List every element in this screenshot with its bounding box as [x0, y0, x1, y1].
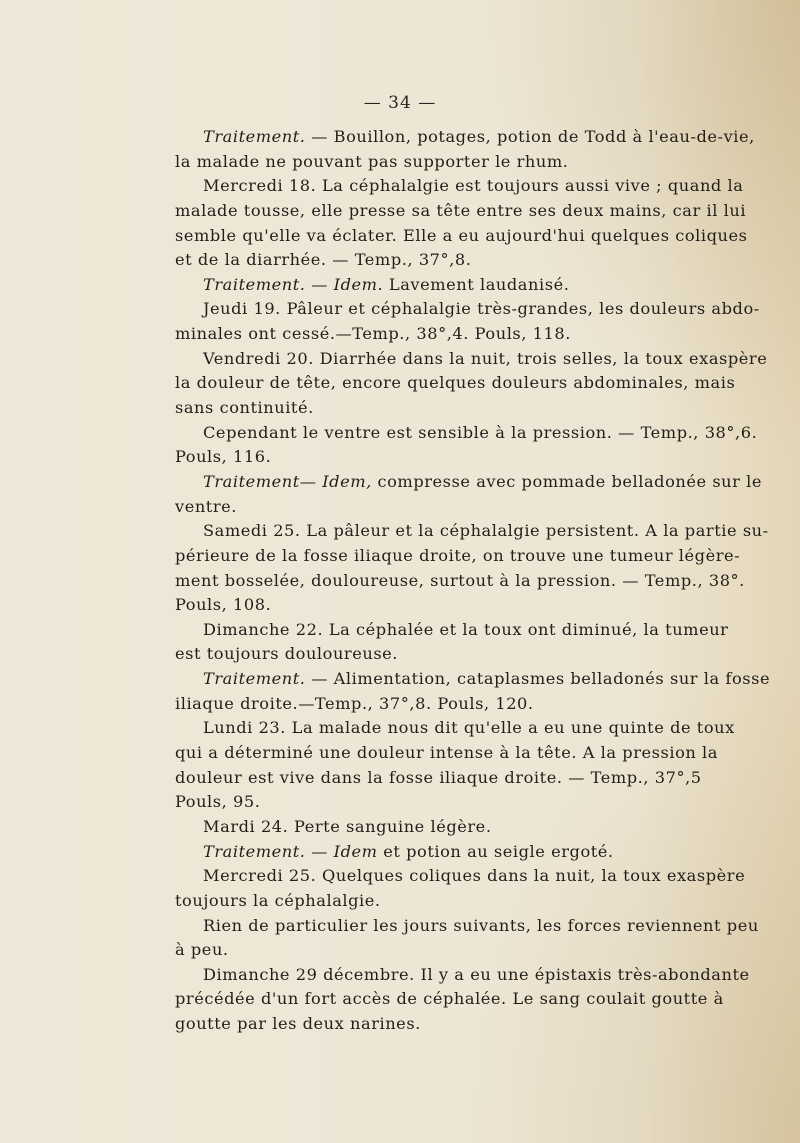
paragraph [175, 470, 762, 519]
line-text: Rien de particulier les jours suivants, les forces reviennent peu [203, 915, 759, 935]
paragraph [175, 519, 769, 618]
line-text: toujours la céphalalgie. [175, 890, 381, 910]
text-line [175, 125, 755, 150]
line-text: précédée d'un fort accès de céphalée. Le sang coulait goutte à [175, 989, 724, 1009]
text-line [175, 421, 758, 446]
text-line [175, 938, 685, 963]
line-text: Samedi 25. La pâleur et la céphalalgie persistent. A la partie su- [203, 521, 769, 541]
line-text: semble qu'elle va éclater. Elle a eu aujourd'hui quelques coliques [175, 225, 748, 245]
line-text: compresse avec pommade belladonée sur le [371, 471, 762, 491]
text-line [175, 692, 685, 717]
line-text: — Alimentation, cataplasmes belladonés sur la fosse [305, 669, 771, 689]
line-text: Vendredi 20. Diarrhée dans la nuit, trois selles, la toux exaspère [203, 348, 768, 368]
text-line [175, 495, 685, 520]
paragraph [175, 618, 729, 667]
text-line [175, 396, 685, 421]
line-text: à peu. [175, 940, 229, 960]
line-text: Pouls, 108. [175, 595, 272, 615]
paragraph [175, 273, 685, 298]
text-line [175, 593, 685, 618]
line-text: Dimanche 29 décembre. Il y a eu une épistaxis très-abondante [203, 964, 750, 984]
line-text: Mardi 24. Perte sanguine légère. [203, 816, 492, 836]
text-line [175, 790, 685, 815]
paragraph [175, 840, 685, 865]
line-text: Cependant le ventre est sensible à la pression. — Temp., 38°,6. [203, 422, 758, 442]
text-line [175, 1012, 685, 1037]
line-text: minales ont cessé.—Temp., 38°,4. Pouls, 118. [175, 324, 571, 344]
italic-lead: Traitement. — Idem. [203, 274, 384, 294]
line-text: la malade ne pouvant pas supporter le rhum. [175, 151, 569, 171]
text-line [175, 716, 735, 741]
text-line [175, 199, 747, 224]
text-line [175, 815, 685, 840]
line-text: périeure de la fosse iliaque droite, on trouve une tumeur légère- [175, 545, 741, 565]
text-line [175, 569, 745, 594]
paragraph [175, 347, 768, 421]
line-text: malade tousse, elle presse sa tête entre ses deux mains, car il lui [175, 200, 747, 220]
text-line [175, 864, 746, 889]
line-text: Pouls, 116. [175, 447, 272, 467]
text-line [175, 248, 685, 273]
paragraph [175, 174, 748, 273]
text-line [175, 889, 685, 914]
text-line [175, 174, 744, 199]
text-line [175, 371, 736, 396]
line-text: Lundi 23. La malade nous dit qu'elle a eu une quinte de toux [203, 718, 735, 738]
line-text: et potion au seigle ergoté. [377, 841, 614, 861]
line-text: sans continuité. [175, 398, 314, 418]
paragraph [175, 815, 685, 840]
text-line [175, 840, 685, 865]
text-line [175, 470, 762, 495]
line-text: Pouls, 95. [175, 792, 261, 812]
text-line [175, 667, 771, 692]
line-text: Mercredi 18. La céphalalgie est toujours aussi vive ; quand la [203, 176, 744, 196]
text-line [175, 987, 724, 1012]
italic-lead: Traitement. [203, 669, 306, 689]
text-line [175, 347, 768, 372]
paragraph [175, 125, 755, 174]
line-text: Dimanche 22. La céphalée et la toux ont diminué, la tumeur [203, 619, 729, 639]
paragraph [175, 864, 746, 913]
line-text: la douleur de tête, encore quelques douleurs abdominales, mais [175, 373, 736, 393]
text-line [175, 618, 729, 643]
paragraph [175, 914, 759, 963]
line-text: douleur est vive dans la fosse iliaque droite. — Temp., 37°,5 [175, 767, 702, 787]
paragraph [175, 963, 750, 1037]
text-line [175, 741, 718, 766]
text-line [175, 445, 685, 470]
line-text: qui a déterminé une douleur intense à la tête. A la pression la [175, 743, 718, 763]
text-line [175, 224, 748, 249]
text-line [175, 150, 685, 175]
text-line [175, 914, 759, 939]
line-text: Jeudi 19. Pâleur et céphalalgie très-grandes, les douleurs abdo- [203, 299, 760, 319]
text-line [175, 322, 685, 347]
paragraph [175, 297, 760, 346]
text-line [175, 544, 741, 569]
text-line [175, 519, 769, 544]
line-text: ment bosselée, douloureuse, surtout à la pression. — Temp., 38°. [175, 570, 745, 590]
line-text: est toujours douloureuse. [175, 644, 399, 664]
text-line [175, 642, 685, 667]
line-text: et de la diarrhée. — Temp., 37°,8. [175, 250, 472, 270]
paragraph [175, 667, 771, 716]
line-text: ventre. [175, 496, 237, 516]
page-number: — 34 — [363, 93, 437, 113]
line-text: iliaque droite.—Temp., 37°,8. Pouls, 120. [175, 693, 534, 713]
line-text: — Bouillon, potages, potion de Todd à l'eau-de-vie, [305, 127, 755, 146]
paragraph [175, 716, 735, 815]
text-line [175, 297, 760, 322]
paragraph [175, 421, 758, 470]
italic-lead: Traitement. [203, 127, 306, 146]
line-text: goutte par les deux narines. [175, 1014, 421, 1034]
italic-lead: Traitement. — Idem [203, 841, 378, 861]
text-line [175, 766, 702, 791]
italic-lead: Traitement— Idem, [203, 471, 372, 491]
body-text [175, 125, 771, 1037]
line-text: Mercredi 25. Quelques coliques dans la nuit, la toux exaspère [203, 866, 746, 886]
text-line [175, 273, 685, 298]
text-line [175, 963, 750, 988]
line-text: Lavement laudanisé. [383, 274, 570, 294]
